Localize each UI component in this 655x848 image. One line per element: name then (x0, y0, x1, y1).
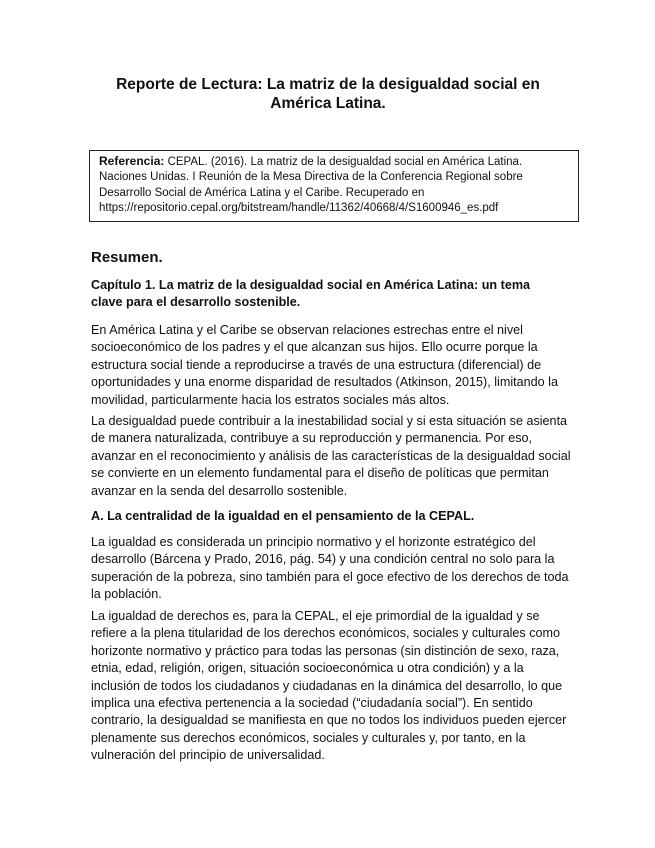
paragraph: La igualdad de derechos es, para la CEPAL, el eje primordial de la igualdad y se refiere a la plena titularidad de los derechos económicos, sociales y culturales como horizonte normativo y práctico para todas las personas (sin distinción de sexo, raza, etnia, edad, religión, origen, situación socioeconómica u otra condición) y a la inclusión de todos los ciudadanos y ciudadanas en la dinámica del desarrollo, lo que implica una efectiva pertenencia a la sociedad (“ciudadanía social”). En sentido contrario, la desigualdad se manifiesta en que no todos los individuos pueden ejercer plenamente sus derechos económicos, sociales y culturales y, por tanto, en la vulneración del principio de universalidad. (91, 609, 567, 763)
chapter-title: Capítulo 1. La matriz de la desigualdad social en América Latina: un tema clave para el desarrollo sostenible. (91, 278, 531, 309)
paragraph: La igualdad es considerada un principio normativo y el horizonte estratégico del desarrollo (Bárcena y Prado, 2016, pág. 54) y una condición central no solo para la superación de la pobreza, sino también para el goce efectivo de los derechos de toda la población. (91, 535, 569, 602)
section-a-title: A. La centralidad de la igualdad en el pensamiento de la CEPAL. (91, 509, 475, 523)
summary-heading: Resumen. (91, 249, 163, 266)
paragraph: En América Latina y el Caribe se observan relaciones estrechas entre el nivel socioeconómico de los padres y el que alcanzan sus hijos. Ello ocurre porque la estructura social tiende a reproducirse a través de una estructura (diferencial) de oportunidades y una enorme disparidad de resultados (Atkinson, 2015), limitando la movilidad, particularmente hacia los estratos sociales más altos. (91, 323, 558, 407)
reference-box (89, 150, 579, 222)
reference-text: CEPAL. (2016). La matriz de la desigualdad social en América Latina. Naciones Unidas. I Reunión de la Mesa Directiva de la Conferencia Regional sobre Desarrollo Social de América Latina y el Caribe. Recuperado en https://repositorio.cepal.org/bitstream/handle/11362/40668/4/S1600946_es.pdf (99, 156, 523, 214)
reference-label: Referencia: (99, 154, 165, 168)
document-title: Reporte de Lectura: La matriz de la desigualdad social en América Latina. (116, 76, 540, 112)
paragraph: La desigualdad puede contribuir a la inestabilidad social y si esta situación se asienta de manera naturalizada, contribuye a su reproducción y permanencia. Por eso, avanzar en el reconocimiento y análisis de las características de la desigualdad social se convierte en un elemento fundamental para el diseño de políticas que permitan avanzar en la senda del desarrollo sostenible. (91, 414, 571, 498)
